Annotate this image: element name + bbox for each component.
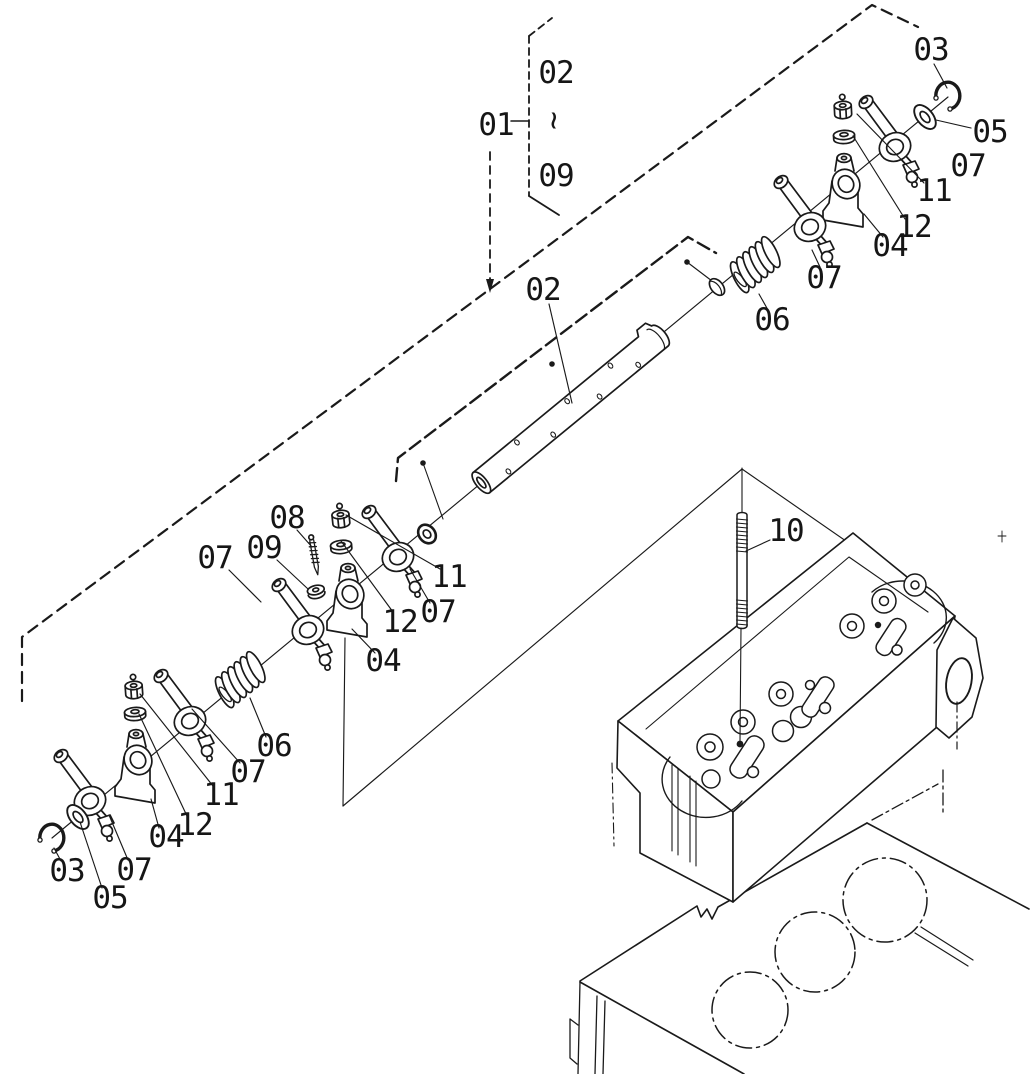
part-callout-06-12: 06 bbox=[754, 302, 790, 338]
spring-top bbox=[721, 233, 788, 297]
part-callout-11-17: 11 bbox=[431, 559, 467, 595]
rocker-arm-5 bbox=[772, 173, 834, 267]
print-registration-mark bbox=[998, 531, 1006, 542]
part-callout-04-10: 04 bbox=[872, 228, 908, 264]
bracket-bottom bbox=[115, 730, 157, 803]
leader-line-05-6 bbox=[936, 120, 971, 128]
part-callout-07-26: 07 bbox=[116, 852, 152, 888]
cylinder-head bbox=[612, 533, 983, 902]
part-callout-05-27: 05 bbox=[92, 880, 128, 916]
part-callout-10-13: 10 bbox=[768, 513, 804, 549]
part-callout-12-18: 12 bbox=[382, 604, 418, 640]
part-callout-06-21: 06 bbox=[256, 728, 292, 764]
group-callout-01-0: 01 bbox=[478, 107, 514, 143]
washer-12-top bbox=[833, 130, 855, 144]
group-callout-09-3: 09 bbox=[538, 158, 574, 194]
part-callout-07-7: 07 bbox=[950, 148, 986, 184]
nut-11-bottom bbox=[124, 674, 143, 700]
part-callout-07-22: 07 bbox=[230, 754, 266, 790]
part-callout-07-16: 07 bbox=[197, 540, 233, 576]
ring-washer-11 bbox=[414, 521, 439, 547]
nut-11-top bbox=[834, 94, 852, 119]
leader-dot-02 bbox=[549, 361, 555, 367]
assembly-pointer-dots bbox=[420, 259, 712, 519]
part-callout-11-8: 11 bbox=[916, 173, 952, 209]
part-callout-07-11: 07 bbox=[806, 260, 842, 296]
leader-line-10-13 bbox=[746, 540, 770, 551]
rocker-arm-2 bbox=[152, 667, 214, 761]
group-callout-02-1: 02 bbox=[538, 55, 574, 91]
part-callout-05-6: 05 bbox=[972, 114, 1008, 150]
part-callout-12-9: 12 bbox=[896, 209, 932, 245]
snap-ring-03-bottom bbox=[38, 824, 64, 853]
rocker-arm-4 bbox=[360, 503, 422, 597]
bracket-middle bbox=[327, 564, 369, 637]
washer-12-bottom bbox=[124, 707, 146, 722]
washer-05-top bbox=[910, 101, 940, 133]
washer-09 bbox=[307, 584, 326, 600]
part-callout-03-5: 03 bbox=[913, 32, 949, 68]
rocker-arm-6 bbox=[857, 93, 919, 187]
part-callout-02-4: 02 bbox=[525, 272, 561, 308]
part-callout-04-25: 04 bbox=[148, 819, 184, 855]
head-end-boss bbox=[936, 618, 983, 749]
leader-line-02-4 bbox=[549, 304, 572, 403]
rocker-shaft bbox=[465, 318, 673, 497]
part-callout-04-20: 04 bbox=[365, 643, 401, 679]
part-callout-07-19: 07 bbox=[420, 594, 456, 630]
part-callout-12-24: 12 bbox=[177, 807, 213, 843]
bracket-top bbox=[823, 154, 865, 227]
leader-line-07-16 bbox=[229, 570, 261, 602]
group-callout-~-2: ~ bbox=[536, 111, 572, 129]
part-callout-08-14: 08 bbox=[269, 500, 305, 536]
part-callout-09-15: 09 bbox=[246, 530, 282, 566]
adjusting-screw-08 bbox=[307, 534, 321, 575]
part-callout-11-23: 11 bbox=[203, 777, 239, 813]
part-callout-03-28: 03 bbox=[49, 853, 85, 889]
